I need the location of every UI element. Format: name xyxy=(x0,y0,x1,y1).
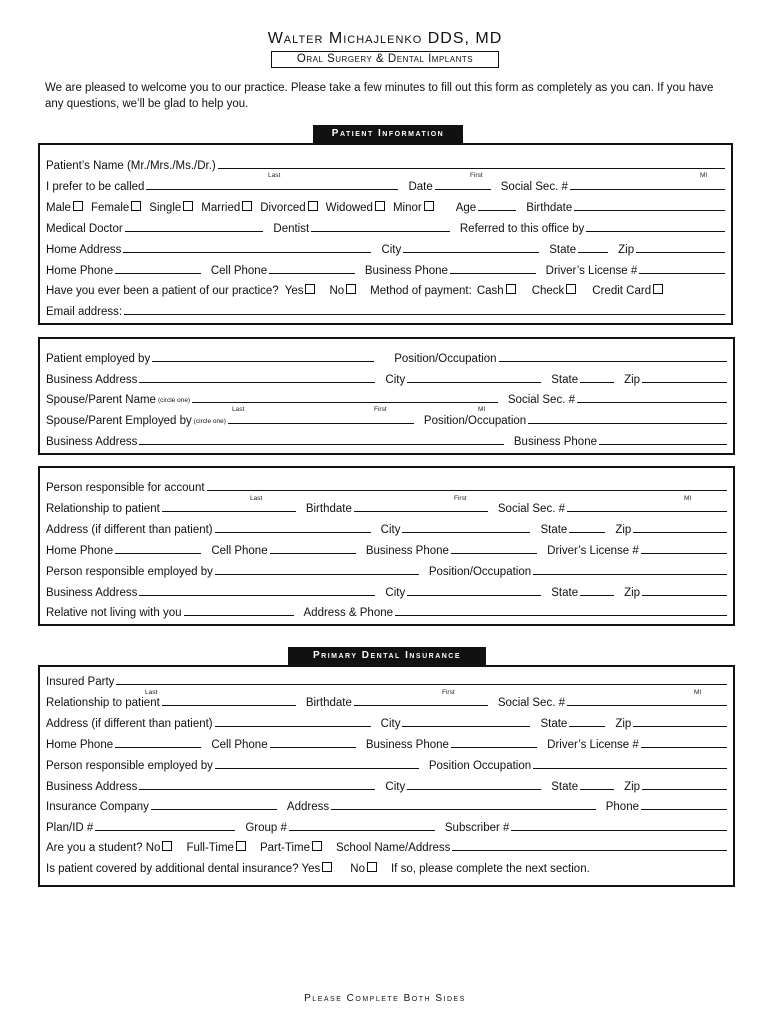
resp-drivers-license-field[interactable] xyxy=(641,553,727,554)
patient-business-city-field[interactable] xyxy=(407,382,541,383)
label-age: Age xyxy=(455,202,477,214)
label-social: Social Sec. # xyxy=(507,394,575,406)
label-additional: Is patient covered by additional dental insurance? Yes xyxy=(46,863,321,875)
resp-business-address-field[interactable] xyxy=(139,595,375,596)
label-check: Check xyxy=(531,285,565,297)
label-full-time: Full-Time xyxy=(186,842,234,854)
label-address: Address xyxy=(286,801,330,813)
label-home-phone: Home Phone xyxy=(46,265,114,277)
resp-employed-field[interactable] xyxy=(215,574,419,575)
ins-zip-field[interactable] xyxy=(633,726,727,727)
label-male: Male xyxy=(46,202,71,214)
label-city: City xyxy=(385,374,406,386)
sub-last: Last xyxy=(145,689,158,696)
label-position-plain: Position Occupation xyxy=(428,760,532,772)
label-responsible: Person responsible for account xyxy=(46,482,205,494)
resp-zip-field[interactable] xyxy=(633,532,727,533)
label-zip: Zip xyxy=(624,587,641,599)
label-drivers-license: Driver’s License # xyxy=(545,265,638,277)
label-city: City xyxy=(381,244,402,256)
spouse-position-field[interactable] xyxy=(528,423,727,424)
resp-business-state-field[interactable] xyxy=(580,595,614,596)
label-social: Social Sec. # xyxy=(500,181,568,193)
label-business-address: Business Address xyxy=(46,781,138,793)
resp-cell-phone-field[interactable] xyxy=(270,553,356,554)
resp-business-zip-field[interactable] xyxy=(642,595,727,596)
ins-business-city-field[interactable] xyxy=(407,789,541,790)
age-field[interactable] xyxy=(478,210,516,211)
additional-no-checkbox[interactable] xyxy=(367,862,377,872)
employment-box xyxy=(38,337,735,455)
label-relationship: Relationship to patient xyxy=(46,697,160,709)
label-cash: Cash xyxy=(476,285,504,297)
practice-subtitle: Oral Surgery & Dental Implants xyxy=(271,51,499,68)
resp-state-field[interactable] xyxy=(569,532,605,533)
label-patients-name: Patient’s Name (Mr./Mrs./Ms./Dr.) xyxy=(46,160,216,172)
divorced-checkbox[interactable] xyxy=(308,201,318,211)
been-patient-yes-checkbox[interactable] xyxy=(305,284,315,294)
ins-social-field[interactable] xyxy=(567,705,727,706)
label-female: Female xyxy=(90,202,130,214)
label-social: Social Sec. # xyxy=(497,503,565,515)
label-city: City xyxy=(380,524,401,536)
label-married: Married xyxy=(201,202,241,214)
additional-yes-checkbox[interactable] xyxy=(322,862,332,872)
section-title-primary-dental-insurance: Primary Dental Insurance xyxy=(288,647,486,665)
label-school: School Name/Address xyxy=(336,842,451,854)
label-state: State xyxy=(540,524,568,536)
credit-card-checkbox[interactable] xyxy=(653,284,663,294)
patient-position-field[interactable] xyxy=(499,361,728,362)
label-resp-employed: Person responsible employed by xyxy=(46,566,213,578)
date-field[interactable] xyxy=(435,189,491,190)
patient-information-box xyxy=(38,143,733,325)
label-address-diff: Address (if different than patient) xyxy=(46,718,213,730)
cell-phone-field[interactable] xyxy=(269,273,355,274)
school-field[interactable] xyxy=(452,850,727,851)
label-spouse-employed: Spouse/Parent Employed by xyxy=(46,415,192,427)
label-business-address: Business Address xyxy=(46,587,138,599)
zip-field[interactable] xyxy=(636,252,725,253)
ins-birthdate-field[interactable] xyxy=(354,705,488,706)
ins-address-field[interactable] xyxy=(215,726,371,727)
label-spouse-name: Spouse/Parent Name xyxy=(46,394,156,406)
label-if-so: If so, please complete the next section. xyxy=(390,863,590,875)
spouse-social-field[interactable] xyxy=(577,402,727,403)
label-birthdate: Birthdate xyxy=(526,202,573,214)
spouse-employed-field[interactable] xyxy=(228,423,414,424)
label-position: Position/Occupation xyxy=(394,353,497,365)
label-home-address: Home Address xyxy=(46,244,122,256)
ins-business-phone-field[interactable] xyxy=(451,747,537,748)
label-zip: Zip xyxy=(624,781,641,793)
ins-company-field[interactable] xyxy=(151,809,277,810)
label-been-patient: Have you ever been a patient of our practice? xyxy=(46,285,279,297)
group-field[interactable] xyxy=(289,830,435,831)
label-city: City xyxy=(385,781,406,793)
ins-cell-phone-field[interactable] xyxy=(270,747,356,748)
label-subscriber: Subscriber # xyxy=(444,822,510,834)
label-home-phone: Home Phone xyxy=(46,545,114,557)
label-prefer: I prefer to be called xyxy=(46,181,145,193)
spouse-name-field[interactable] xyxy=(192,402,498,403)
married-checkbox[interactable] xyxy=(242,201,252,211)
label-cell-phone: Cell Phone xyxy=(210,265,268,277)
sub-last: Last xyxy=(268,172,281,179)
label-group: Group # xyxy=(245,822,287,834)
label-zip: Zip xyxy=(618,244,635,256)
resp-home-phone-field[interactable] xyxy=(115,553,201,554)
resp-business-city-field[interactable] xyxy=(407,595,541,596)
medical-doctor-field[interactable] xyxy=(125,231,264,232)
birthdate-field[interactable] xyxy=(574,210,725,211)
business-phone-field[interactable] xyxy=(450,273,536,274)
practice-name: Walter Michajlenko DDS, MD xyxy=(267,30,503,47)
footer-note: Please Complete Both Sides xyxy=(304,993,466,1004)
resp-business-phone-field[interactable] xyxy=(451,553,537,554)
resp-city-field[interactable] xyxy=(402,532,530,533)
ins-state-field[interactable] xyxy=(569,726,605,727)
label-plan-id: Plan/ID # xyxy=(46,822,94,834)
ins-home-phone-field[interactable] xyxy=(115,747,201,748)
label-state: State xyxy=(549,244,577,256)
label-single: Single xyxy=(149,202,182,214)
label-business-phone: Business Phone xyxy=(365,545,449,557)
ins-business-zip-field[interactable] xyxy=(642,789,727,790)
label-birthdate: Birthdate xyxy=(305,503,352,515)
label-city: City xyxy=(380,718,401,730)
full-time-checkbox[interactable] xyxy=(236,841,246,851)
label-date: Date xyxy=(408,181,433,193)
female-checkbox[interactable] xyxy=(131,201,141,211)
label-city: City xyxy=(385,587,406,599)
label-state: State xyxy=(551,374,579,386)
label-email: Email address: xyxy=(46,306,123,318)
single-checkbox[interactable] xyxy=(183,201,193,211)
label-circle-one: (circle one) xyxy=(157,397,191,404)
prefer-field[interactable] xyxy=(146,189,398,190)
label-drivers-license: Driver’s License # xyxy=(547,545,639,557)
ins-company-phone-field[interactable] xyxy=(641,809,727,810)
resp-address-field[interactable] xyxy=(215,532,371,533)
part-time-checkbox[interactable] xyxy=(312,841,322,851)
label-phone: Phone xyxy=(605,801,639,813)
label-zip: Zip xyxy=(615,524,632,536)
label-business-address: Business Address xyxy=(46,374,138,386)
label-zip: Zip xyxy=(624,374,641,386)
ins-relationship-field[interactable] xyxy=(162,705,296,706)
patient-business-state-field[interactable] xyxy=(580,382,614,383)
referred-field[interactable] xyxy=(586,231,725,232)
section-title-patient-information: Patient Information xyxy=(313,125,463,143)
label-medical-doctor: Medical Doctor xyxy=(46,223,123,235)
label-relationship: Relationship to patient xyxy=(46,503,160,515)
ins-city-field[interactable] xyxy=(402,726,530,727)
label-part-time: Part-Time xyxy=(259,842,310,854)
label-business-phone: Business Phone xyxy=(364,265,448,277)
label-patient-employed: Patient employed by xyxy=(46,353,151,365)
label-position: Position/Occupation xyxy=(423,415,527,427)
label-cell-phone: Cell Phone xyxy=(211,545,268,557)
relationship-field[interactable] xyxy=(162,511,296,512)
patients-name-field[interactable] xyxy=(218,168,725,169)
sub-mi: MI xyxy=(684,495,692,502)
label-credit-card: Credit Card xyxy=(592,285,652,297)
check-checkbox[interactable] xyxy=(566,284,576,294)
insured-field[interactable] xyxy=(116,684,727,685)
ins-business-state-field[interactable] xyxy=(580,789,614,790)
label-insured: Insured Party xyxy=(46,676,115,688)
social-field[interactable] xyxy=(570,189,725,190)
ins-position-field[interactable] xyxy=(533,768,727,769)
dentist-field[interactable] xyxy=(311,231,450,232)
insurance-box xyxy=(38,665,735,887)
patient-employed-field[interactable] xyxy=(152,361,374,362)
label-dentist: Dentist xyxy=(273,223,310,235)
label-widowed: Widowed xyxy=(325,202,373,214)
label-state: State xyxy=(551,587,579,599)
patient-business-address-field[interactable] xyxy=(139,382,375,383)
cash-checkbox[interactable] xyxy=(506,284,516,294)
widowed-checkbox[interactable] xyxy=(375,201,385,211)
email-field[interactable] xyxy=(124,314,725,315)
label-home-phone: Home Phone xyxy=(46,739,114,751)
city-field[interactable] xyxy=(403,252,539,253)
label-business-phone: Business Phone xyxy=(365,739,449,751)
sub-mi: MI xyxy=(694,689,702,696)
sub-last: Last xyxy=(232,406,245,413)
label-student: Are you a student? No xyxy=(46,842,161,854)
relative-address-phone-field[interactable] xyxy=(395,615,727,616)
label-payment: Method of payment: xyxy=(370,285,472,297)
home-phone-field[interactable] xyxy=(115,273,201,274)
sub-first: First xyxy=(470,172,483,179)
subscriber-field[interactable] xyxy=(511,830,727,831)
label-state: State xyxy=(540,718,568,730)
relative-field[interactable] xyxy=(184,615,294,616)
label-minor: Minor xyxy=(392,202,422,214)
sub-last: Last xyxy=(250,495,263,502)
male-checkbox[interactable] xyxy=(73,201,83,211)
label-cell-phone: Cell Phone xyxy=(211,739,268,751)
resp-birthdate-field[interactable] xyxy=(354,511,488,512)
student-no-checkbox[interactable] xyxy=(162,841,172,851)
ins-employed-field[interactable] xyxy=(215,768,419,769)
sub-first: First xyxy=(442,689,455,696)
label-address-phone: Address & Phone xyxy=(303,607,394,619)
resp-position-field[interactable] xyxy=(533,574,727,575)
label-business-phone: Business Phone xyxy=(513,436,597,448)
responsible-field[interactable] xyxy=(207,490,727,491)
ins-company-address-field[interactable] xyxy=(331,809,596,810)
label-ins-company: Insurance Company xyxy=(46,801,149,813)
label-yes: Yes xyxy=(284,285,304,297)
sub-mi: MI xyxy=(700,172,708,179)
sub-mi: MI xyxy=(478,406,486,413)
drivers-license-field[interactable] xyxy=(639,273,725,274)
label-referred: Referred to this office by xyxy=(459,223,585,235)
resp-social-field[interactable] xyxy=(567,511,727,512)
responsible-party-box xyxy=(38,466,735,626)
label-social: Social Sec. # xyxy=(497,697,565,709)
label-divorced: Divorced xyxy=(260,202,306,214)
label-resp-employed: Person responsible employed by xyxy=(46,760,213,772)
label-drivers-license: Driver’s License # xyxy=(547,739,639,751)
plan-id-field[interactable] xyxy=(95,830,235,831)
label-address-diff: Address (if different than patient) xyxy=(46,524,213,536)
spouse-business-phone-field[interactable] xyxy=(599,444,727,445)
state-field[interactable] xyxy=(578,252,608,253)
ins-drivers-license-field[interactable] xyxy=(641,747,727,748)
label-position: Position/Occupation xyxy=(428,566,532,578)
been-patient-no-checkbox[interactable] xyxy=(346,284,356,294)
ins-business-address-field[interactable] xyxy=(139,789,375,790)
label-circle-one: (circle one) xyxy=(193,418,226,425)
spouse-business-address-field[interactable] xyxy=(139,444,503,445)
minor-checkbox[interactable] xyxy=(424,201,434,211)
label-business-address: Business Address xyxy=(46,436,138,448)
label-state: State xyxy=(551,781,579,793)
patient-business-zip-field[interactable] xyxy=(642,382,727,383)
label-zip: Zip xyxy=(615,718,632,730)
label-no: No xyxy=(329,285,345,297)
label-relative: Relative not living with you xyxy=(46,607,182,619)
label-no: No xyxy=(350,863,365,875)
home-address-field[interactable] xyxy=(123,252,371,253)
sub-first: First xyxy=(454,495,467,502)
intro-text: We are pleased to welcome you to our practice. Please take a few minutes to fill out this form as completely as you can. If you have any questions, we’ll be glad to help you. xyxy=(45,82,714,110)
label-birthdate: Birthdate xyxy=(305,697,352,709)
sub-first: First xyxy=(374,406,387,413)
